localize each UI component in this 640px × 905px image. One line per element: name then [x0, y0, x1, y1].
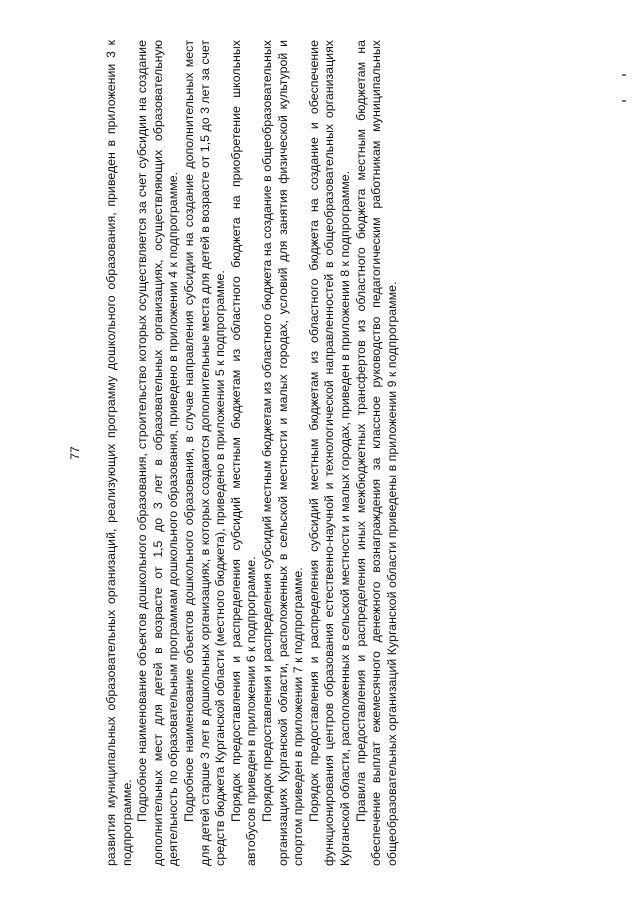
paragraph-appendix-7: Порядок предоставления и распределения субсидий местным бюджетам из областного бюджета на создание в общеобразовательных организациях Курганской области, расположенных в сельской местности и малых городах, условий для занятия физической культурой и спортом приведен в приложении 7 к подпрограмме.	[259, 40, 306, 866]
paragraph-appendix-5: Подробное наименование объектов дошкольного образования, в случае направления субсидии на создание дополнительных мест для детей старше 3 лет в дошкольных организациях, в которых создаются дополнительные места для детей в возрасте от 1,5 до 3 лет за счет средств бюджета Курганской области (местного бюджета), приведено в приложении 5 к подпрограмме.	[181, 40, 228, 866]
paragraph-appendix-6: Порядок предоставления и распределения субсидий местным бюджетам из областного бюджета на приобретение школьных автобусов приведен в приложении 6 к подпрограмме.	[228, 40, 259, 866]
paragraph-appendix-8: Порядок предоставления и распределения субсидий местным бюджетам из областного бюджета на создание и обеспечение функционирования центров образования естественно-научной и технологической направленностей в общеобразовательных организациях Курганской области, расположенных в сельской местности и малых городах, приведен в приложении 8 к подпрограмме.	[306, 40, 352, 866]
paragraph-appendix-4: Подробное наименование объектов дошкольного образования, строительство которых осуществляется за счет субсидии на создание дополнительных мест для детей в возрасте от 1,5 до 3 лет в образовательных организациях, осуществляющих образовательную деятельность по образовательным программам дошкольного образования, приведено в приложении 4 к подпрограмме.	[135, 40, 181, 866]
paragraph-appendix-9: Правила предоставления и распределения иных межбюджетных трансфертов из областного бюджета местным бюджетам на обеспечение выплат ежемесячного денежного вознаграждения за классное руководство педагогическим работникам муниципальных общеобразовательных организаций Курганской области приведены в приложении 9 к подпрограмме.	[353, 40, 399, 866]
scan-mark	[622, 100, 626, 102]
scan-mark	[622, 74, 626, 76]
paragraph-continuation: развития муниципальных образовательных организаций, реализующих программу дошкольного образования, приведен в приложении 3 к подпрограмме.	[104, 40, 134, 866]
page-number: 77	[68, 446, 82, 460]
rotated-content	[20, 40, 620, 866]
body-text	[104, 40, 400, 866]
